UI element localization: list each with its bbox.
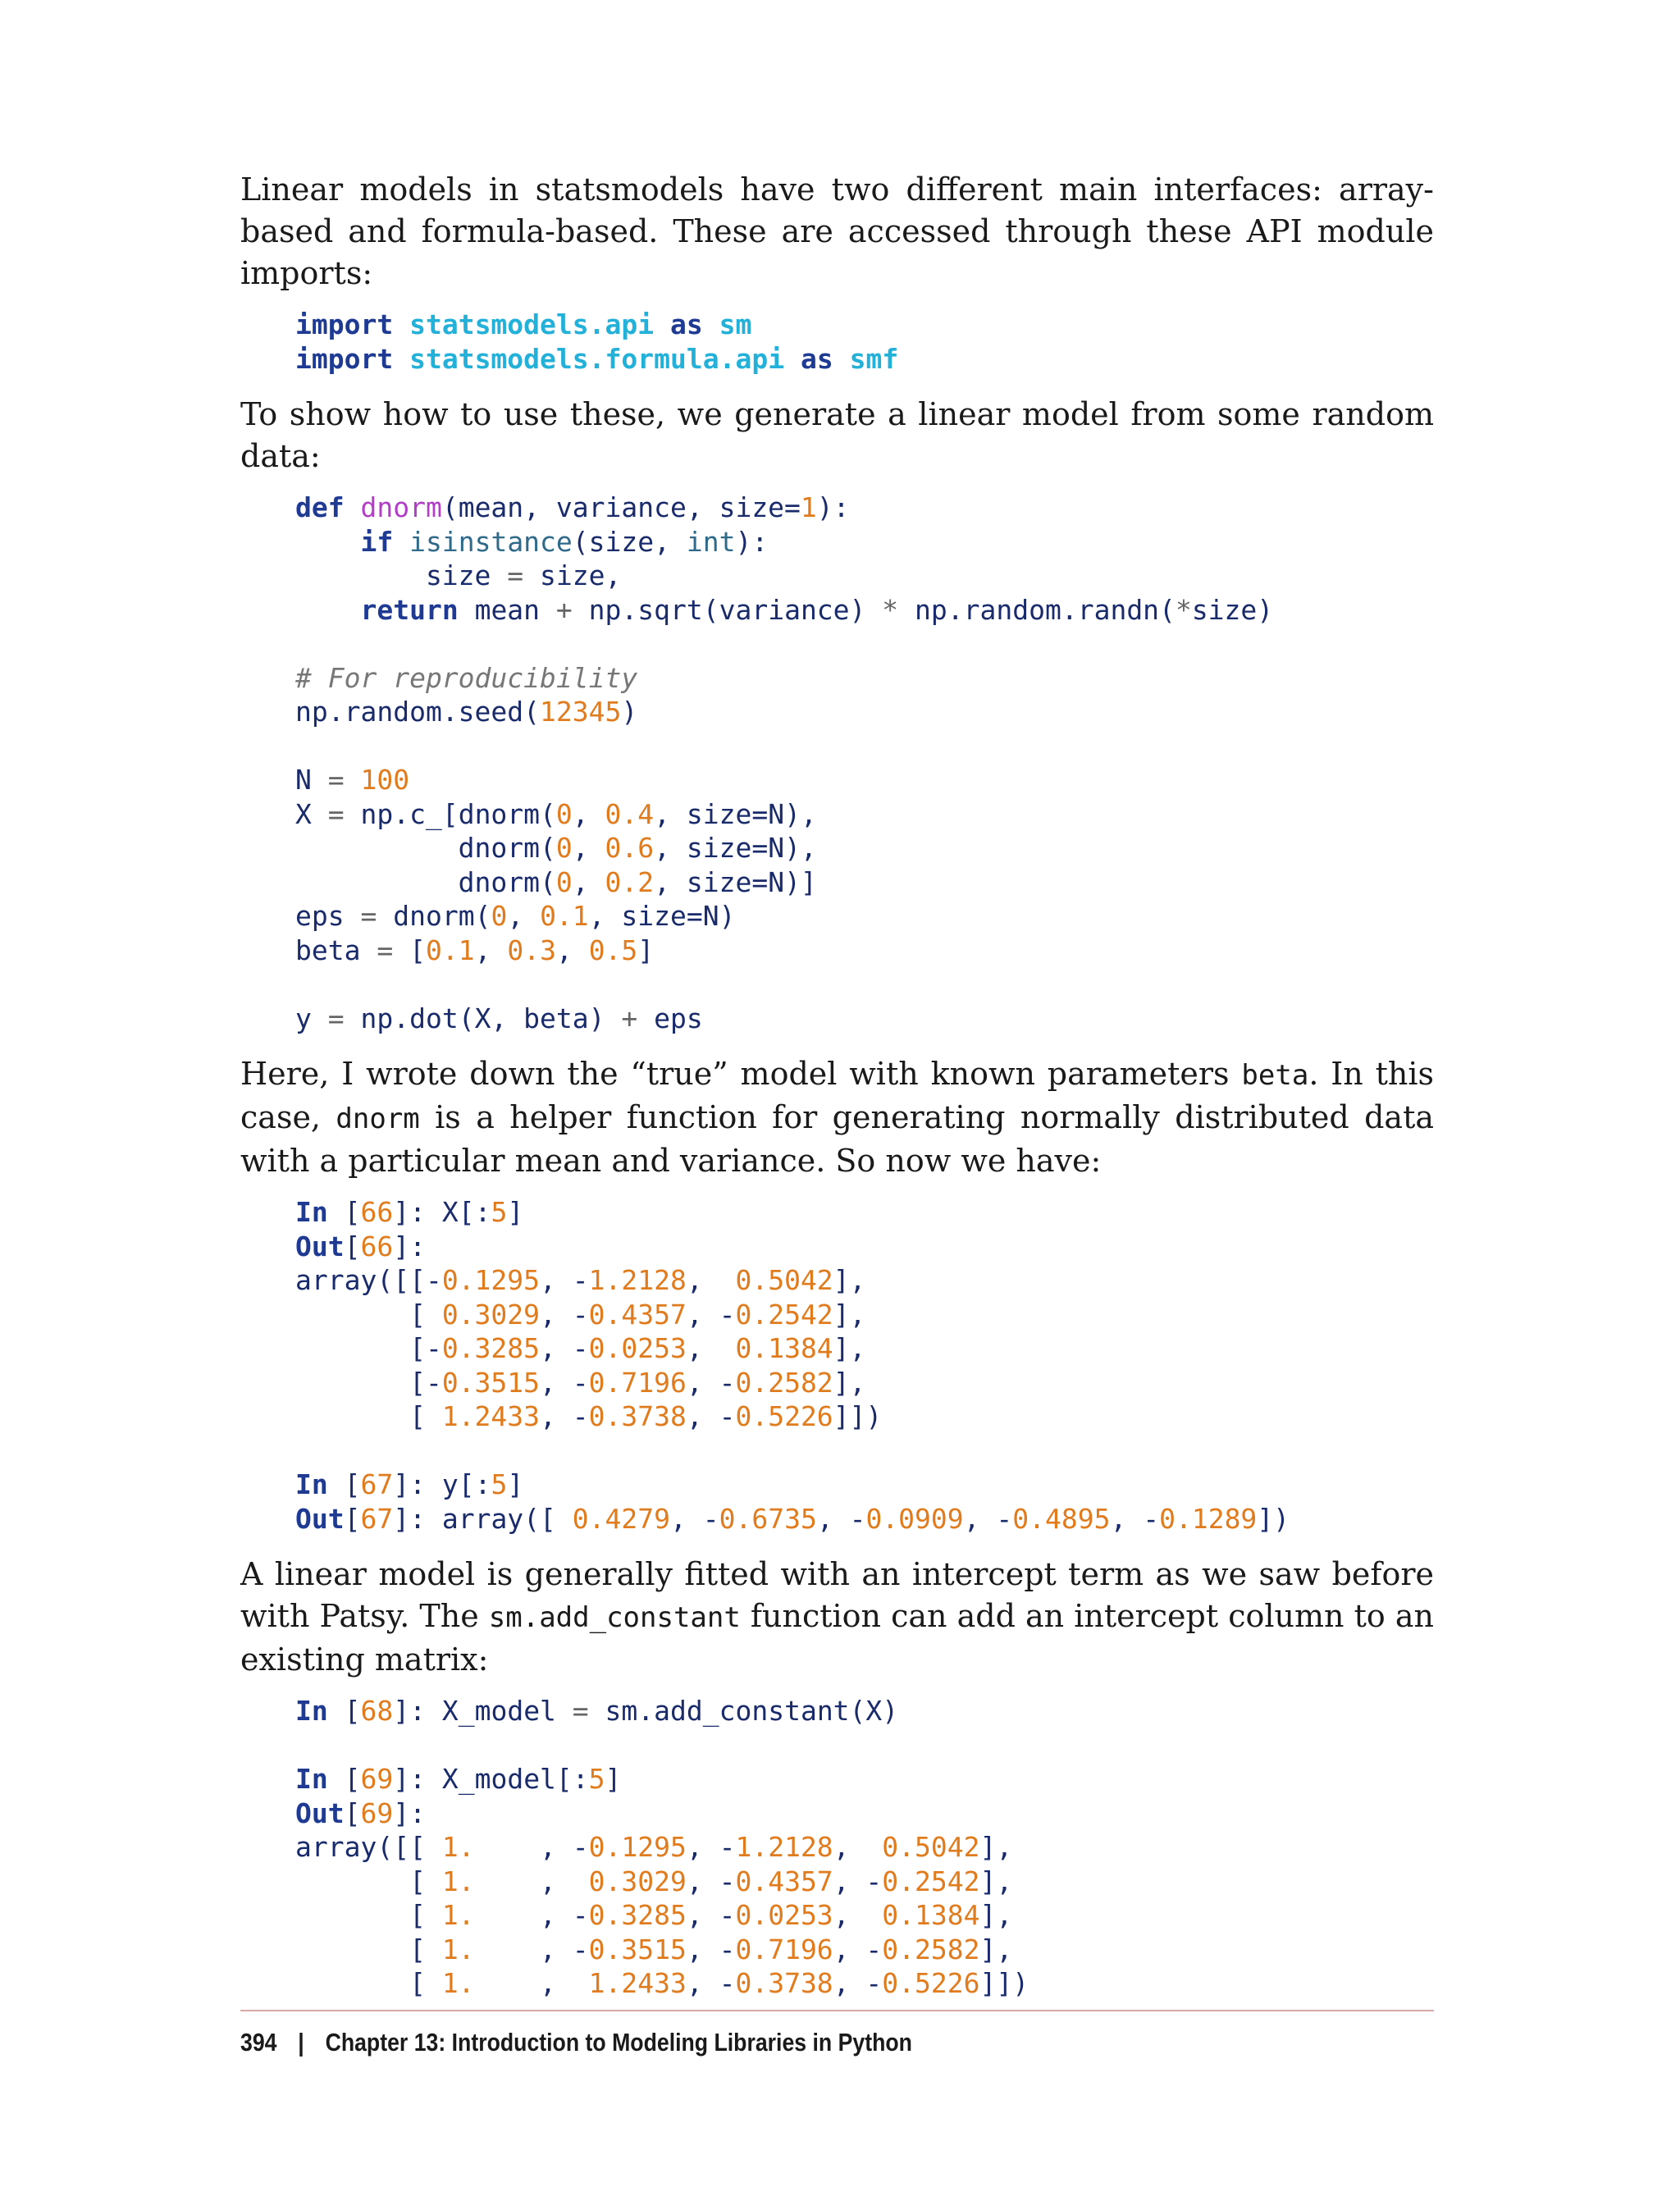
paragraph-intercept-text-1: A linear model is generally fitted with an intercept term as we saw before with Patsy. The [240, 1556, 1434, 1634]
code-block-generate: def dnorm(mean, variance, size=1): if isinstance(size, int): size = size, return mean + np.sqrt(variance) * np.random.randn(*size) # For reproducibility np.random.seed(12345) N = 100 X = np.c_[dnorm(0, 0.4, size=N), dnorm(0, 0.6, size=N), dnorm(0, 0.2, size=N)] eps = dnorm(0, 0.1, size=N) beta = [0.1, 0.3, 0.5] y = np.dot(X, beta) + eps [295, 491, 1274, 1034]
page-body [240, 169, 1434, 2019]
paragraph-explanation [240, 1053, 1434, 1182]
paragraph-intercept [240, 1554, 1434, 1681]
inline-code-dnorm: dnorm [336, 1102, 420, 1135]
paragraph-generate-text: To show how to use these, we generate a linear model from some random data: [240, 396, 1434, 474]
paragraph-explanation-text-2: . In this case, [240, 1056, 1434, 1135]
footer-rule [240, 2010, 1434, 2011]
page-number: 394 [240, 2028, 277, 2057]
footer-text [240, 2028, 1267, 2057]
inline-code-add-constant: sm.add_constant [488, 1601, 741, 1634]
paragraph-intro [240, 169, 1434, 294]
chapter-title: Chapter 13: Introduction to Modeling Libraries in Python [325, 2028, 912, 2057]
footer-separator: | [298, 2028, 304, 2057]
page-footer [240, 2010, 1434, 2057]
code-block-inspect: In [66]: X[:5] Out[66]: array([[-0.1295, -1.2128, 0.5042], [ 0.3029, -0.4357, -0.2542], [-0.3285, -0.0253, 0.1384], [-0.3515, -0.7196, -0.2582], [ 1.2433, -0.3738, -0.5226]]) In [67]: y[:5] Out[67]: array([ 0.4279, -0.6735, -0.0909, -0.4895, -0.1289]) [295, 1196, 1290, 1535]
paragraph-intro-text: Linear models in statsmodels have two different main interfaces: array-based and formula-based. These are accessed through these API module imports: [240, 171, 1434, 291]
code-block-imports: import statsmodels.api as sm import statsmodels.formula.api as smf [295, 308, 899, 375]
code-block-add-constant: In [68]: X_model = sm.add_constant(X) In [69]: X_model[:5] Out[69]: array([[ 1. , -0.1295, -1.2128, 0.5042], [ 1. , 0.3029, -0.4357, -0.2542], [ 1. , -0.3285, -0.0253, 0.1384], [ 1. , -0.3515, -0.7196, -0.2582], [ 1. , 1.2433, -0.3738, -0.5226]]) [295, 1695, 1029, 1999]
paragraph-explanation-text-3: is a helper function for generating normally distributed data with a particular mean and variance. So now we have: [240, 1099, 1434, 1179]
paragraph-intercept-text-2: function can add an intercept column to an existing matrix: [240, 1598, 1434, 1678]
paragraph-explanation-text-1: Here, I wrote down the “true” model with known parameters [240, 1056, 1242, 1092]
paragraph-generate [240, 394, 1434, 477]
inline-code-beta: beta [1241, 1059, 1309, 1092]
